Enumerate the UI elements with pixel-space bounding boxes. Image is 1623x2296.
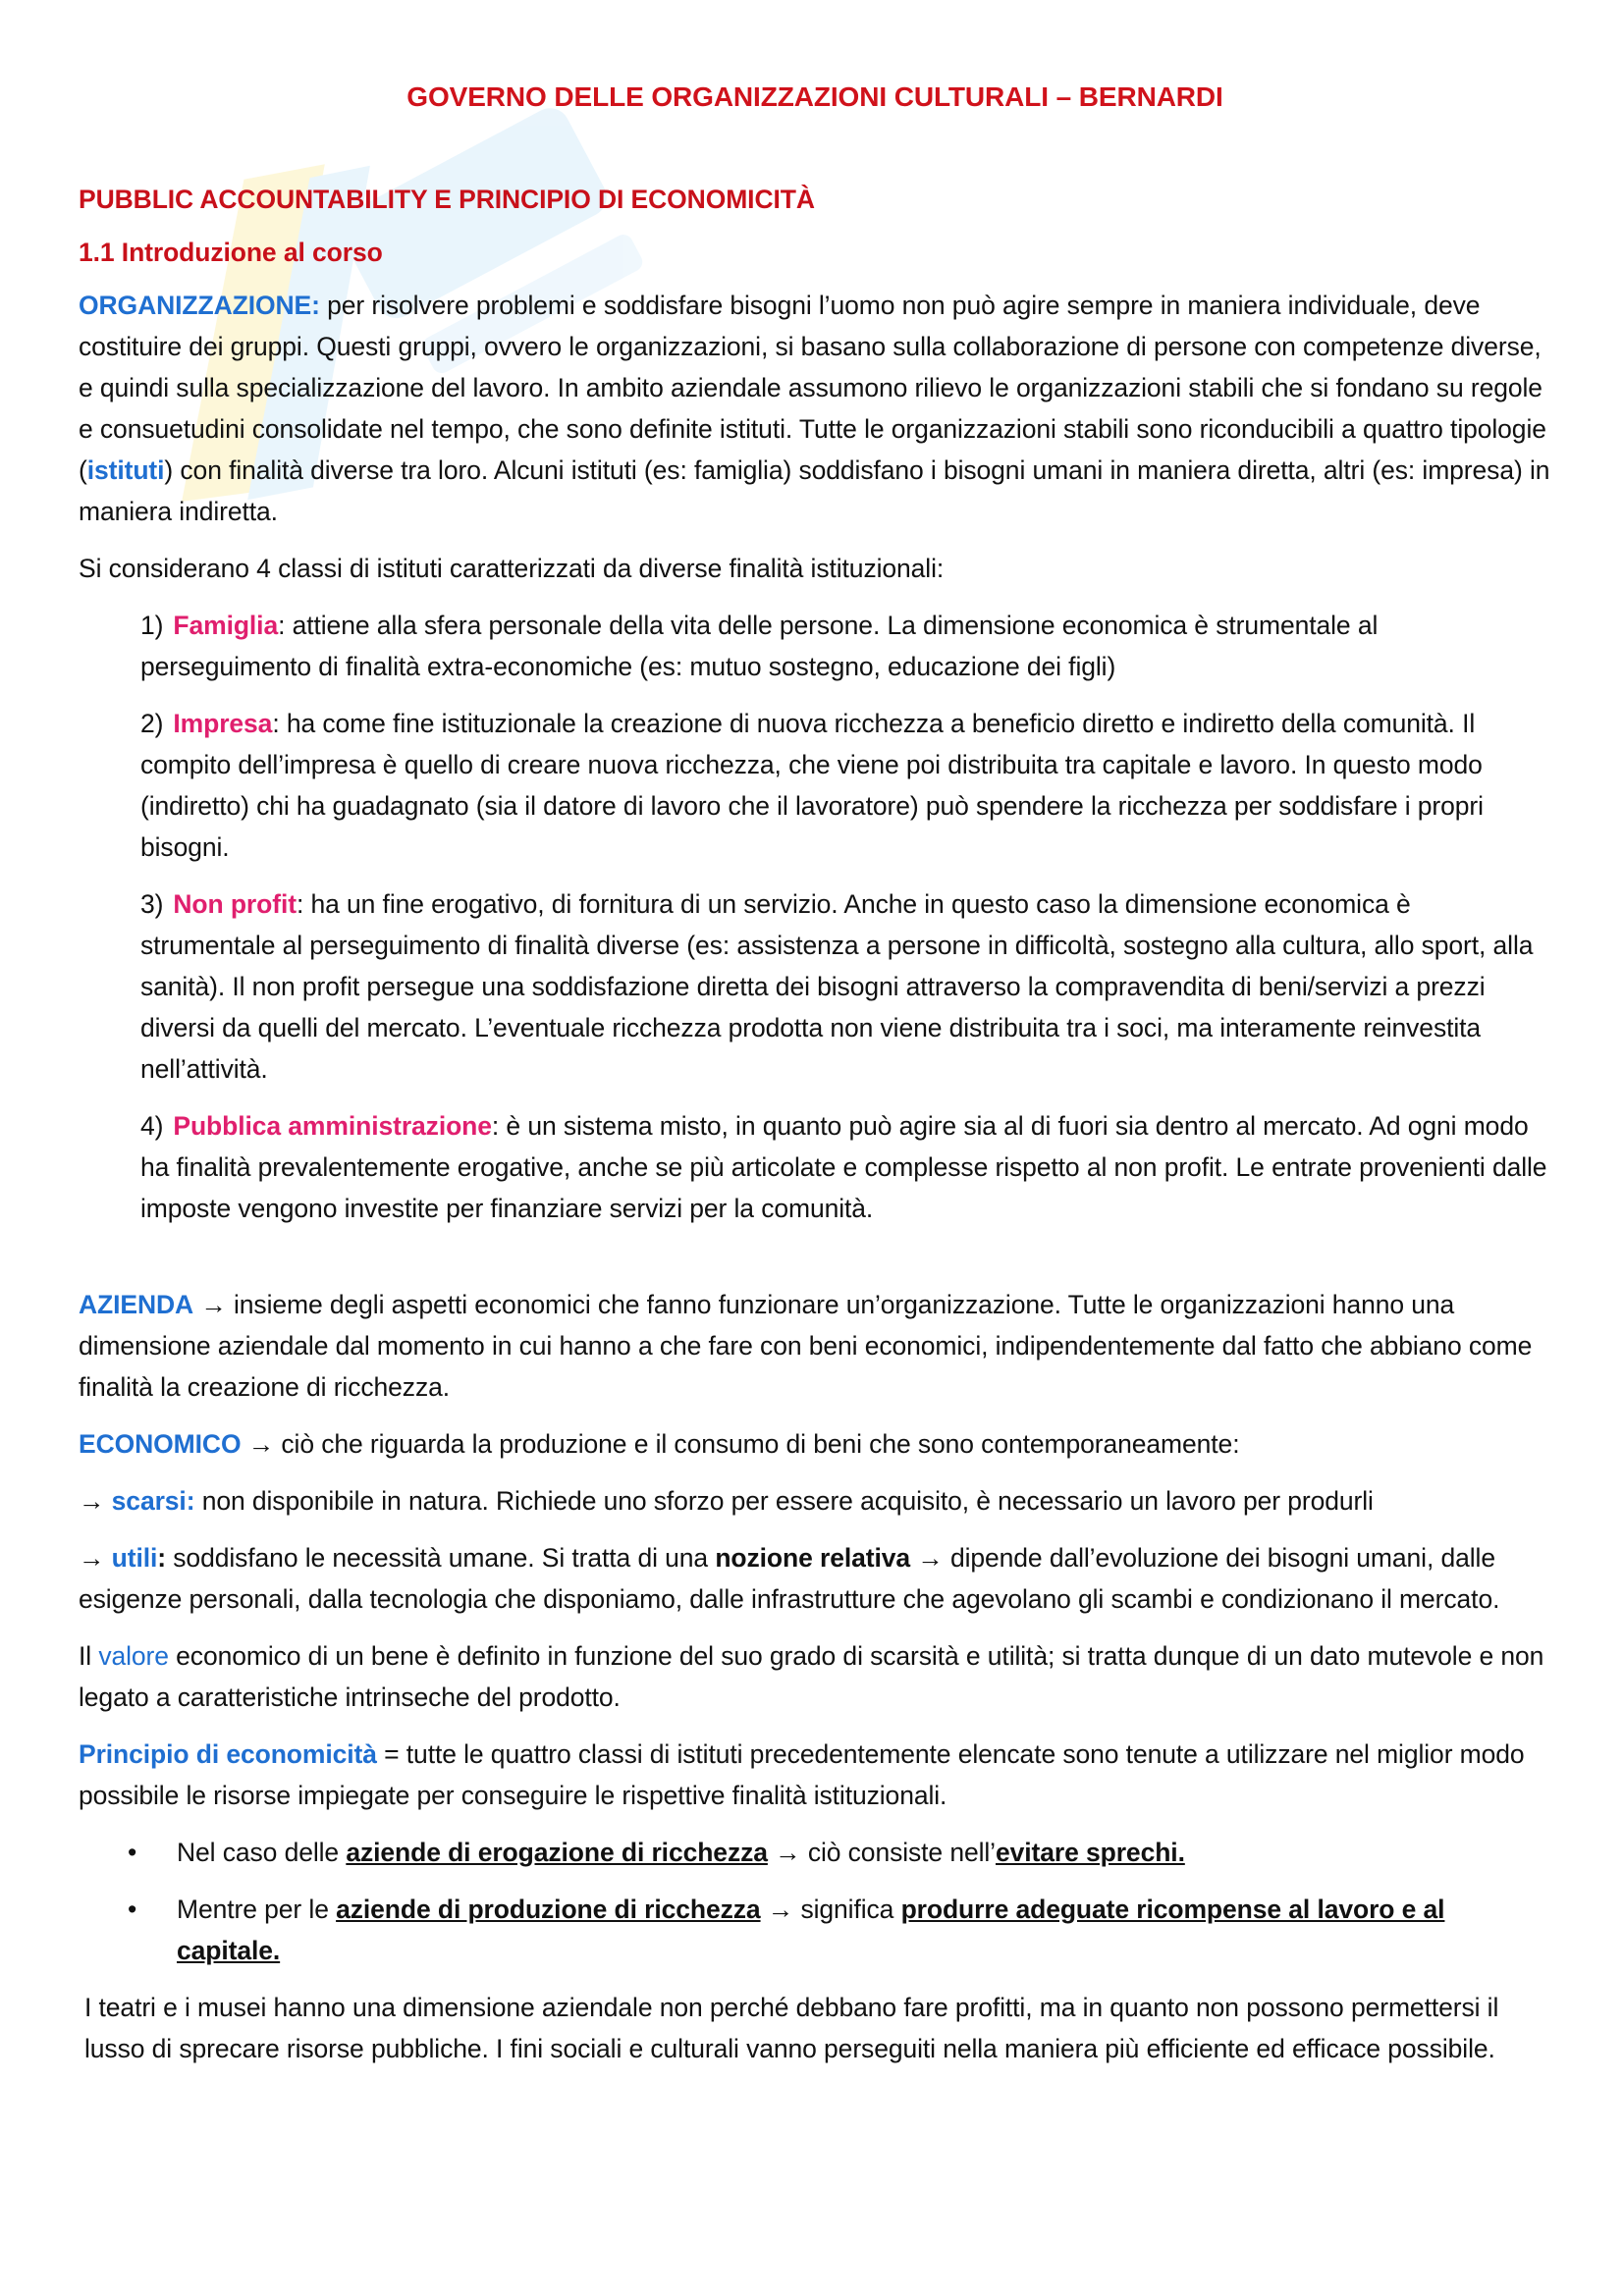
azienda-text: → insieme degli aspetti economici che fanno funzionare un’organizzazione. Tutte le organizzazioni hanno una dimensione aziendale dal momento in cui hanno a che fare con beni economici, indipendentemente dal fatto che abbiano come finalità la creazione di ricchezza. [79,1290,1533,1402]
list-item-text: : è un sistema misto, in quanto può agire sia al di fuori sia dentro al mercato. Ad ogni modo ha finalità prevalentemente erogative, anche se più articolate e complesse rispetto al non profit. Le entrate provenienti dalle imposte vengono investite per finanziare servizi per la comunità. [140,1111,1547,1223]
list-item [140,605,1551,687]
paragraph-valore [79,1635,1551,1718]
list-number: 1) [140,611,164,640]
list-item-text: : ha un fine erogativo, di fornitura di un servizio. Anche in questo caso la dimensione economica è strumentale al perseguimento di finalità diverse (es: assistenza a persone in difficoltà, sostegno alla cultura, allo sport, alla sanità). Il non profit persegue una soddisfazione diretta dei bisogni attraverso la compravendita di beni/servizi a prezzi diversi da quelli del mercato. L’eventuale ricchezza prodotta non viene distribuita tra i soci, ma interamente reinvestita nell’attività. [140,889,1534,1084]
paragraph-azienda [79,1284,1551,1408]
list-number: 4) [140,1111,164,1141]
term-famiglia: Famiglia [173,611,279,640]
term-impresa: Impresa [173,709,273,738]
organizzazione-text-end: ) con finalità diverse tra loro. Alcuni istituti (es: famiglia) soddisfano i bisogni umani in maniera diretta, altri (es: impresa) in maniera indiretta. [79,455,1550,526]
principio-text: = tutte le quattro classi di istituti precedentemente elencate sono tenute a utilizzare nel miglior modo possibile le risorse impiegate per conseguire le rispettive finalità istituzionali. [79,1739,1525,1810]
bullet-icon: • [128,1895,137,1924]
term-nozione-relativa: nozione relativa [715,1543,911,1573]
valore-pre: Il [79,1641,99,1671]
term-pubblica-amministrazione: Pubblica amministrazione [173,1111,492,1141]
spacer [79,1245,1551,1284]
bullet-text: Nel caso delle [177,1838,347,1867]
term-azienda: AZIENDA [79,1290,194,1319]
list-item [140,883,1551,1090]
term-non-profit: Non profit [173,889,297,919]
document-page [79,77,1551,2085]
term-economico: ECONOMICO [79,1429,242,1459]
list-item-text: : ha come fine istituzionale la creazione di nuova ricchezza a beneficio diretto e indiretto della comunità. Il compito dell’impresa è quello di creare nuova ricchezza, che viene poi distribuita tra capitale e lavoro. In questo modo (indiretto) chi ha guadagnato (sia il datore di lavoro che il lavoratore) può spendere la ricchezza per soddisfare i propri bisogni. [140,709,1484,862]
bullet-icon: • [128,1838,137,1867]
utili-colon: : [157,1543,167,1573]
list-number: 3) [140,889,164,919]
bullet-item [79,1832,1551,1873]
bullet-text: → ciò consiste nell’ [767,1838,996,1867]
bullet-underlined: aziende di produzione di ricchezza [336,1895,761,1924]
classes-list [140,605,1551,1229]
classes-intro: Si considerano 4 classi di istituti caratterizzati da diverse finalità istituzionali: [79,554,945,583]
term-scarsi: scarsi: [111,1486,195,1516]
valore-text: economico di un bene è definito in funzione del suo grado di scarsità e utilità; si tratta dunque di un dato mutevole e non legato a caratteristiche intrinseche del prodotto. [79,1641,1544,1712]
arrow-icon: → [79,1486,112,1516]
economico-text: → ciò che riguarda la produzione e il consumo di beni che sono contemporaneamente: [241,1429,1240,1459]
document-title: GOVERNO DELLE ORGANIZZAZIONI CULTURALI – BERNARDI [406,81,1223,112]
paragraph-economico [79,1423,1551,1465]
scarsi-text: non disponibile in natura. Richiede uno sforzo per essere acquisito, è necessario un lavoro per produrli [194,1486,1374,1516]
subsection-title: 1.1 Introduzione al corso [79,238,383,267]
paragraph-scarsi [79,1480,1551,1522]
term-valore: valore [98,1641,169,1671]
paragraph-organizzazione [79,285,1551,532]
list-item [140,703,1551,868]
bullet-item [79,1889,1551,1971]
term-organizzazione: ORGANIZZAZIONE: [79,291,320,320]
utili-text: soddisfano le necessità umane. Si tratta di una [166,1543,716,1573]
bullet-underlined: evitare sprechi. [995,1838,1185,1867]
paragraph-utili [79,1537,1551,1620]
list-item [140,1105,1551,1229]
bullet-underlined: produrre adeguate ricompense al lavoro e al capitale. [177,1895,1445,1965]
term-principio-economicita: Principio di economicità [79,1739,377,1769]
bullet-underlined: aziende di erogazione di ricchezza [346,1838,768,1867]
term-istituti: istituti [86,455,165,485]
bullet-text: → significa [760,1895,901,1924]
arrow-icon: → [79,1543,112,1573]
list-number: 2) [140,709,164,738]
list-item-text: : attiene alla sfera personale della vita delle persone. La dimensione economica è strumentale al perseguimento di finalità extra-economiche (es: mutuo sostegno, educazione dei figli) [140,611,1379,681]
term-utili: utili [111,1543,158,1573]
utili-text-end: → dipende dall’evoluzione dei bisogni umani, dalle esigenze personali, dalla tecnologia che disponiamo, dalle infrastrutture che agevolano gli scambi e condizionano il mercato. [79,1543,1500,1614]
organizzazione-text: per risolvere problemi e soddisfare bisogni l’uomo non può agire sempre in maniera individuale, deve costituire dei gruppi. Questi gruppi, ovvero le organizzazioni, si basano sulla collaborazione di persone con competenze diverse, e quindi sulla specializzazione del lavoro. In ambito aziendale assumono rilievo le organizzazioni stabili che si fondano su regole e consuetudini consolidate nel tempo, che sono definite istituti. Tutte le organizzazioni stabili sono riconducibili a quattro tipologie ( [79,291,1546,485]
paragraph-principio [79,1734,1551,1816]
paragraph-closing: I teatri e i musei hanno una dimensione aziendale non perché debbano fare profitti, ma in quanto non possono permettersi il lusso di sprecare risorse pubbliche. I fini sociali e culturali vanno perseguiti nella maniera più efficiente ed efficace possibile. [84,1993,1499,2063]
bullet-text: Mentre per le [177,1895,337,1924]
section-title: PUBBLIC ACCOUNTABILITY E PRINCIPIO DI ECONOMICITÀ [79,185,815,214]
